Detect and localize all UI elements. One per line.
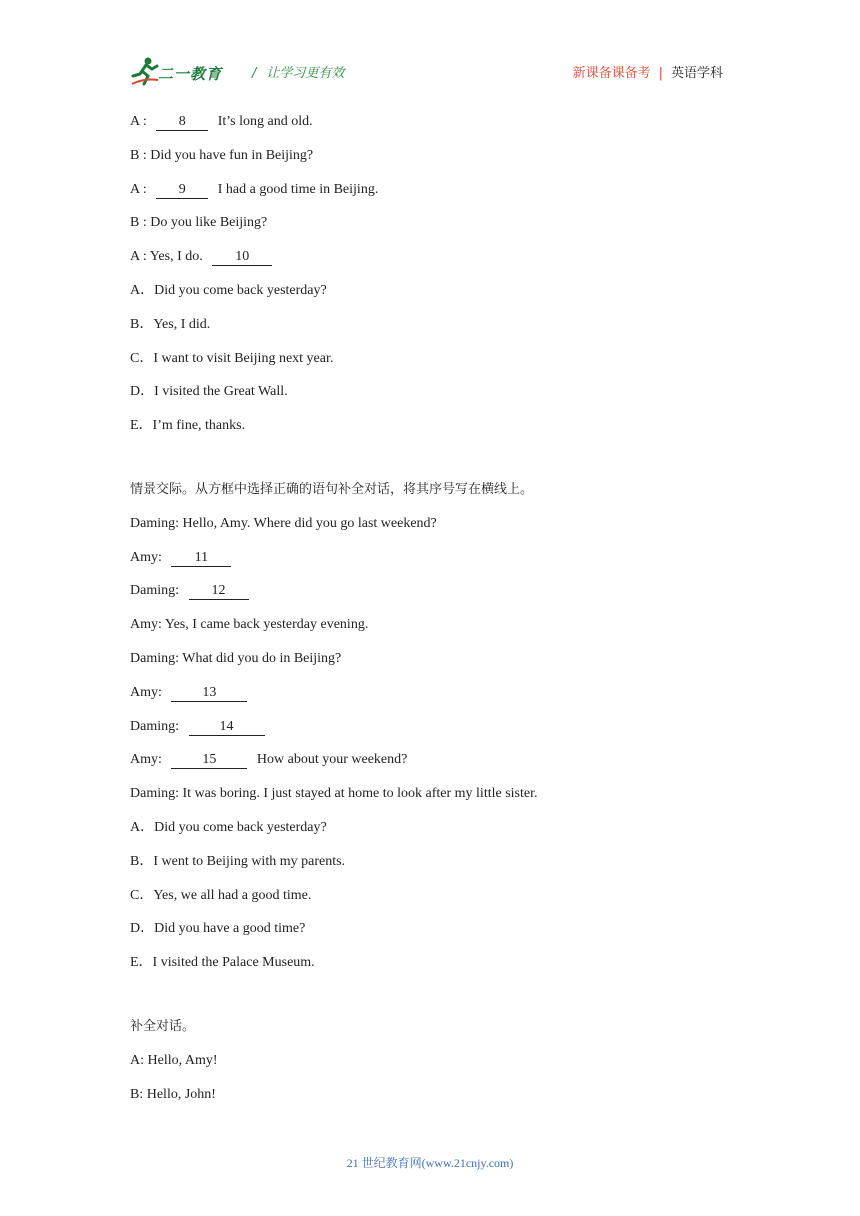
dialogue-text: It’s long and old. [217, 114, 313, 129]
dialogue-text: I had a good time in Beijing. [217, 181, 379, 197]
logo-text: 二一教育 [158, 65, 223, 83]
dialogue-line: Daming: Hello, Amy. Where did you go last weekend? [130, 515, 437, 531]
page-footer: 21 世纪教育网(www.21cnjy.com) [346, 1156, 514, 1170]
dialogue-line: A: Hello, Amy! [130, 1052, 218, 1068]
option-line: B．Yes, I did. [130, 316, 211, 332]
answer-blank-11[interactable]: 11 [171, 550, 231, 567]
dialogue-line-11 [130, 546, 730, 580]
speaker-label: Amy: [130, 684, 162, 700]
answer-blank-13[interactable]: 13 [171, 685, 247, 702]
dialogue-line-b2: B : Do you like Beijing? [130, 215, 268, 231]
answer-blank-15[interactable]: 15 [171, 752, 247, 769]
answer-blank-9[interactable]: 9 [156, 182, 208, 199]
dialogue-line-15 [130, 748, 730, 782]
speaker-label: Amy: [130, 752, 162, 768]
dialogue-line: B: Hello, John! [130, 1086, 216, 1102]
dialogue-line-a9 [130, 178, 730, 212]
answer-blank-12[interactable]: 12 [189, 583, 249, 600]
slogan-slash: / [252, 66, 257, 81]
dialogue-line: Daming: It was boring. I just stayed at home to look after my little sister. [130, 786, 538, 802]
dialogue-line-a8 [130, 110, 730, 144]
option-line: C．I want to visit Beijing next year. [130, 350, 334, 366]
answer-blank-8[interactable]: 8 [156, 114, 208, 131]
dialogue-line: Amy: Yes, I came back yesterday evening. [130, 617, 369, 633]
option-line: A．Did you come back yesterday? [130, 819, 327, 835]
page-header [130, 56, 725, 92]
dialogue-line-14 [130, 715, 730, 749]
option-line: D．I visited the Great Wall. [130, 384, 288, 400]
section-instruction: 补全对话。 [130, 1018, 196, 1034]
speaker-label: Amy: [130, 549, 162, 565]
header-subject-label: 英语学科 [670, 66, 723, 81]
dialogue-text: How about your weekend? [256, 752, 408, 768]
dialogue-line-12 [130, 579, 730, 613]
dialogue-line-13 [130, 681, 730, 715]
speaker-label: A : [130, 114, 147, 129]
answer-blank-10[interactable]: 10 [212, 249, 272, 266]
speaker-label: Daming: [130, 718, 179, 734]
slogan-text: 让学习更有效 [266, 66, 345, 81]
header-separator: | [658, 66, 663, 81]
header-subject [573, 62, 723, 81]
header-course-label: 新课备课备考 [572, 66, 651, 81]
option-line: E．I’m fine, thanks. [130, 418, 246, 434]
dialogue-text: A : Yes, I do. [130, 249, 203, 265]
logo [130, 56, 242, 90]
dialogue-line: Daming: What did you do in Beijing? [130, 650, 342, 666]
slogan [252, 62, 344, 81]
option-line: C．Yes, we all had a good time. [130, 887, 312, 903]
option-line: A．Did you come back yesterday? [130, 282, 327, 298]
answer-blank-14[interactable]: 14 [189, 719, 265, 736]
speaker-label: Daming: [130, 583, 179, 599]
option-line: D．Did you have a good time? [130, 921, 306, 937]
dialogue-line-b1: B : Did you have fun in Beijing? [130, 147, 314, 163]
dialogue-line-a10 [130, 245, 730, 279]
section-instruction: 情景交际。从方框中选择正确的语句补全对话，将其序号写在横线上。 [130, 481, 534, 497]
option-line: E．I visited the Palace Museum. [130, 955, 315, 971]
speaker-label: A : [130, 181, 147, 197]
option-line: B．I went to Beijing with my parents. [130, 853, 346, 869]
document-body [130, 110, 730, 1116]
runner-logo-icon [130, 56, 160, 88]
